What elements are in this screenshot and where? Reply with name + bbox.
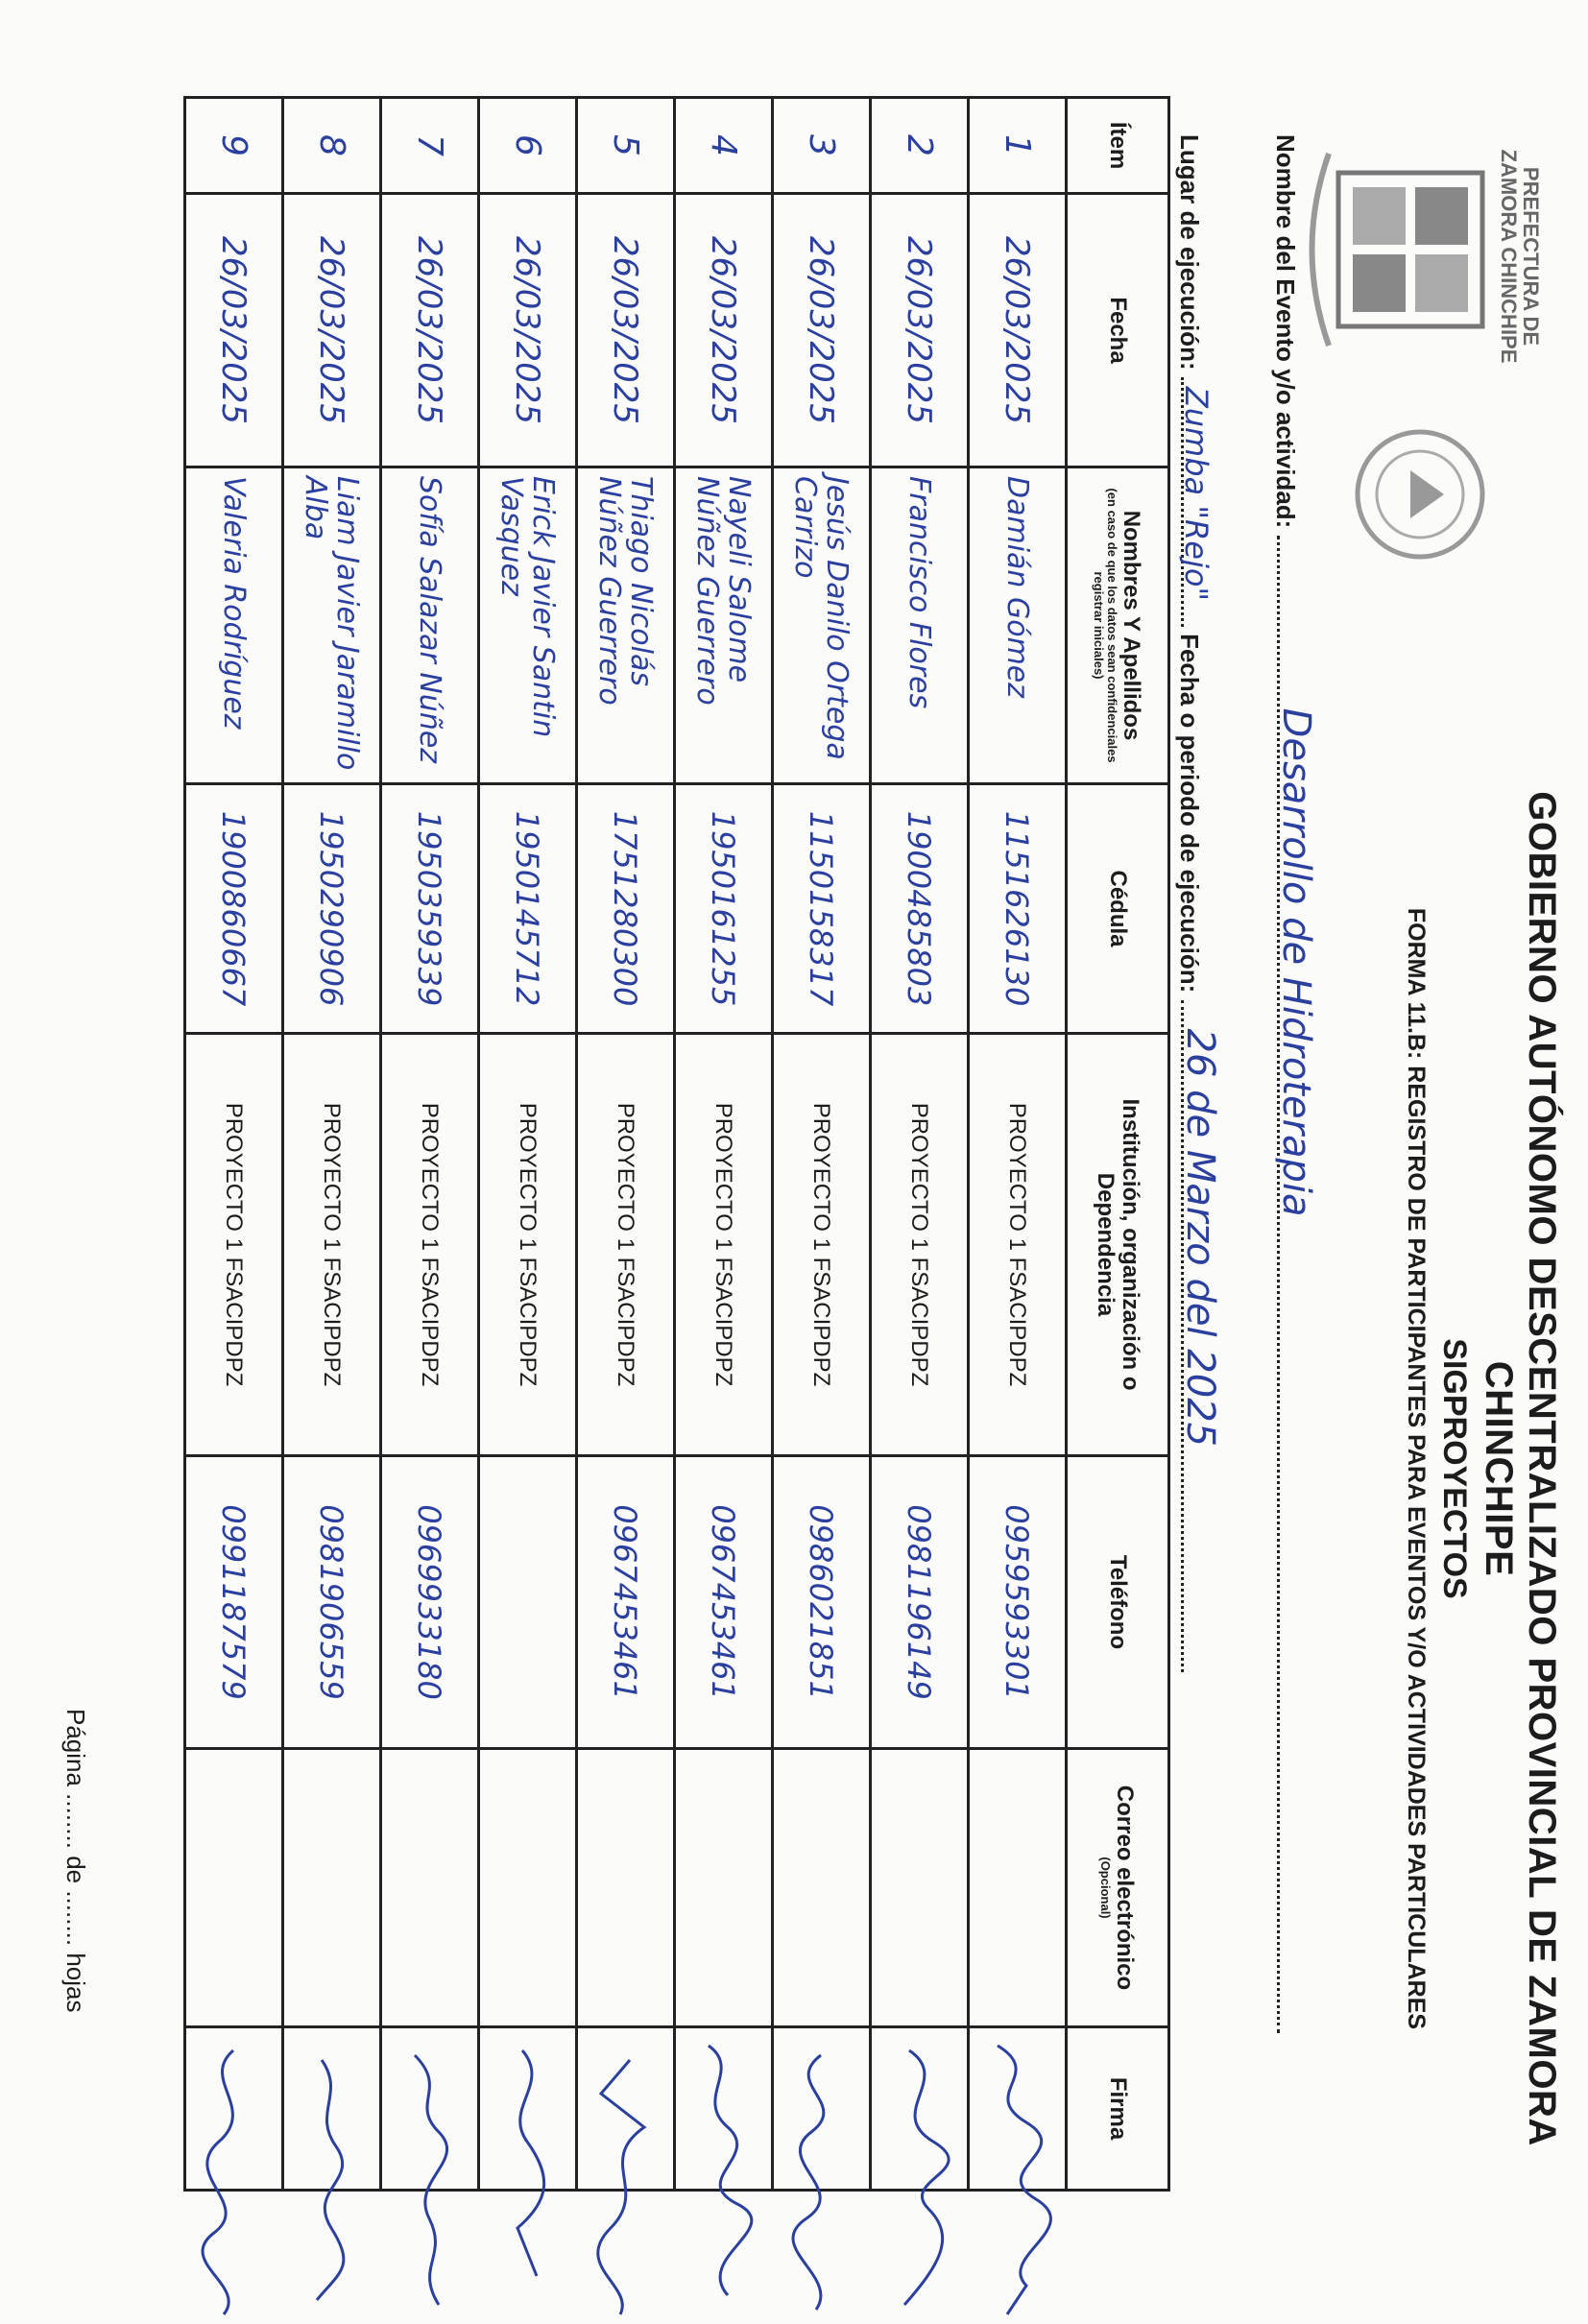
cell-email — [283, 1749, 381, 2027]
header-email-label: Correo electrónico — [1112, 1785, 1139, 1991]
cell-phone — [479, 1456, 577, 1749]
cell-email — [871, 1749, 969, 2027]
cell-date: 26/03/2025 — [577, 194, 675, 467]
table-row — [479, 98, 577, 2191]
cell-email — [773, 1749, 871, 2027]
event-name-fill — [1270, 536, 1318, 2033]
cell-id: 1150158317 — [773, 784, 871, 1034]
cell-id: 1950161255 — [675, 784, 773, 1034]
cell-id: 1900860667 — [185, 784, 283, 1034]
header-phone: Teléfono — [1067, 1456, 1169, 1749]
cell-name: Jesús Danilo Ortega Carrizo — [773, 467, 871, 784]
handwritten-signature — [979, 2036, 1056, 2324]
cell-institution: PROYECTO 1 FSACIPDPZ — [773, 1034, 871, 1456]
cell-institution: PROYECTO 1 FSACIPDPZ — [381, 1034, 479, 1456]
event-name-label: Nombre del Evento y/o actividad: — [1271, 134, 1300, 529]
cell-institution: PROYECTO 1 FSACIPDPZ — [871, 1034, 969, 1456]
place-value: Zumba "Rejo" — [1178, 386, 1215, 602]
cell-institution: PROYECTO 1 FSACIPDPZ — [283, 1034, 381, 1456]
cell-item: 2 — [871, 98, 969, 194]
cell-signature — [773, 2027, 871, 2191]
cell-email — [577, 1749, 675, 2027]
cell-institution: PROYECTO 1 FSACIPDPZ — [185, 1034, 283, 1456]
cell-item: 3 — [773, 98, 871, 194]
cell-phone: 0986021851 — [773, 1456, 871, 1749]
header-signature: Firma — [1067, 2027, 1169, 2191]
cell-name: Damián Gómez — [969, 467, 1067, 784]
cell-signature — [381, 2027, 479, 2191]
cell-id: 1950359339 — [381, 784, 479, 1034]
cell-signature — [185, 2027, 283, 2191]
form-title: FORMA 11.B: REGISTRO DE PARTICIPANTES PARA EVENTOS Y/O ACTIVIDADES PARTICULARES — [1403, 907, 1430, 2030]
title-block — [1402, 749, 1569, 2189]
date-value: 26 de Marzo del 2025 — [1178, 1028, 1222, 1448]
handwritten-signature — [294, 2036, 371, 2324]
cell-id: 1751280300 — [577, 784, 675, 1034]
cell-id: 1900485803 — [871, 784, 969, 1034]
cell-item: 5 — [577, 98, 675, 194]
cell-name: Liam Javier Jaramillo Alba — [283, 467, 381, 784]
cell-signature — [871, 2027, 969, 2191]
cell-email — [479, 1749, 577, 2027]
cell-date: 26/03/2025 — [675, 194, 773, 467]
table-row — [773, 98, 871, 2191]
seal-stamp-icon — [1348, 422, 1492, 566]
table-header-row — [1067, 98, 1169, 2191]
cell-email — [969, 1749, 1067, 2027]
cell-item: 4 — [675, 98, 773, 194]
cell-email — [675, 1749, 773, 2027]
header-name-note: (en caso de que los datos sean confidenciales registrar iniciales) — [1091, 488, 1120, 763]
table-row — [675, 98, 773, 2191]
header-item: Ítem — [1067, 98, 1169, 194]
cell-id: 1950290906 — [283, 784, 381, 1034]
cell-date: 26/03/2025 — [381, 194, 479, 467]
cell-institution: PROYECTO 1 FSACIPDPZ — [969, 1034, 1067, 1456]
header-id: Cédula — [1067, 784, 1169, 1034]
cell-date: 26/03/2025 — [969, 194, 1067, 467]
prefectura-coat-of-arms-icon — [1300, 134, 1521, 365]
table-body — [185, 98, 1067, 2191]
handwritten-signature — [196, 2036, 273, 2324]
handwritten-signature — [588, 2036, 664, 2324]
header-email-note: (Opcional) — [1097, 1857, 1113, 1919]
date-fill — [1174, 1000, 1222, 1672]
table-row — [871, 98, 969, 2191]
cell-id: 1950145712 — [479, 784, 577, 1034]
cell-signature — [479, 2027, 577, 2191]
page-footer: Página ........ de ........ hojas — [61, 1709, 90, 2013]
place-date-field — [1174, 134, 1222, 2083]
cell-phone: 0967453461 — [577, 1456, 675, 1749]
table-row — [185, 98, 283, 2191]
event-name-field — [1270, 134, 1318, 2083]
cell-email — [381, 1749, 479, 2027]
table-row — [283, 98, 381, 2191]
handwritten-signature — [392, 2036, 469, 2324]
handwritten-signature — [686, 2036, 762, 2324]
cell-email — [185, 1749, 283, 2027]
place-label: Lugar de ejecución: — [1175, 134, 1204, 371]
cell-name: Valeria Rodríguez — [185, 467, 283, 784]
header-name-label: Nombres Y Apellidos — [1119, 510, 1145, 741]
cell-name: Erick Javier Santin Vasquez — [479, 467, 577, 784]
cell-institution: PROYECTO 1 FSACIPDPZ — [675, 1034, 773, 1456]
cell-item: 6 — [479, 98, 577, 194]
place-fill — [1174, 377, 1215, 627]
cell-signature — [675, 2027, 773, 2191]
cell-institution: PROYECTO 1 FSACIPDPZ — [479, 1034, 577, 1456]
cell-name: Thiago Nicolás Núñez Guerrero — [577, 467, 675, 784]
cell-phone: 0967453461 — [675, 1456, 773, 1749]
cell-phone: 0991187579 — [185, 1456, 283, 1749]
header-name — [1067, 467, 1169, 784]
participants-table — [183, 96, 1170, 2192]
table-row — [969, 98, 1067, 2191]
cell-signature — [283, 2027, 381, 2191]
table-row — [381, 98, 479, 2191]
header-logos — [1300, 134, 1550, 586]
header-email — [1067, 1749, 1169, 2027]
handwritten-signature — [490, 2036, 566, 2324]
document-title: GOBIERNO AUTÓNOMO DESCENTRALIZADO PROVINCIAL DE ZAMORA CHINCHIPE — [1478, 791, 1563, 2146]
cell-name: Francisco Flores — [871, 467, 969, 784]
cell-date: 26/03/2025 — [773, 194, 871, 467]
cell-institution: PROYECTO 1 FSACIPDPZ — [577, 1034, 675, 1456]
cell-item: 1 — [969, 98, 1067, 194]
cell-id: 1151626130 — [969, 784, 1067, 1034]
cell-date: 26/03/2025 — [871, 194, 969, 467]
handwritten-signature — [881, 2036, 958, 2324]
cell-name: Nayeli Salome Núñez Guerrero — [675, 467, 773, 784]
date-label: Fecha o periodo de ejecución: — [1175, 634, 1204, 994]
cell-phone: 0981196149 — [871, 1456, 969, 1749]
cell-item: 7 — [381, 98, 479, 194]
cell-item: 8 — [283, 98, 381, 194]
cell-date: 26/03/2025 — [185, 194, 283, 467]
table-row — [577, 98, 675, 2191]
prefectura-logo-text: PREFECTURA DE ZAMORA CHINCHIPE — [1496, 149, 1543, 364]
cell-phone: 0981906559 — [283, 1456, 381, 1749]
header-institution: Institución, organización o Dependencia — [1067, 1034, 1169, 1456]
cell-phone: 0969933180 — [381, 1456, 479, 1749]
cell-item: 9 — [185, 98, 283, 194]
document-subtitle: SIGPROYECTOS — [1436, 1338, 1473, 1599]
cell-date: 26/03/2025 — [479, 194, 577, 467]
cell-name: Sofía Salazar Núñez — [381, 467, 479, 784]
cell-signature — [969, 2027, 1067, 2191]
event-name-value: Desarrollo de Hidroterapia — [1274, 707, 1318, 1217]
header-date: Fecha — [1067, 194, 1169, 467]
handwritten-signature — [783, 2036, 860, 2324]
cell-signature — [577, 2027, 675, 2191]
cell-date: 26/03/2025 — [283, 194, 381, 467]
cell-phone: 0959593301 — [969, 1456, 1067, 1749]
